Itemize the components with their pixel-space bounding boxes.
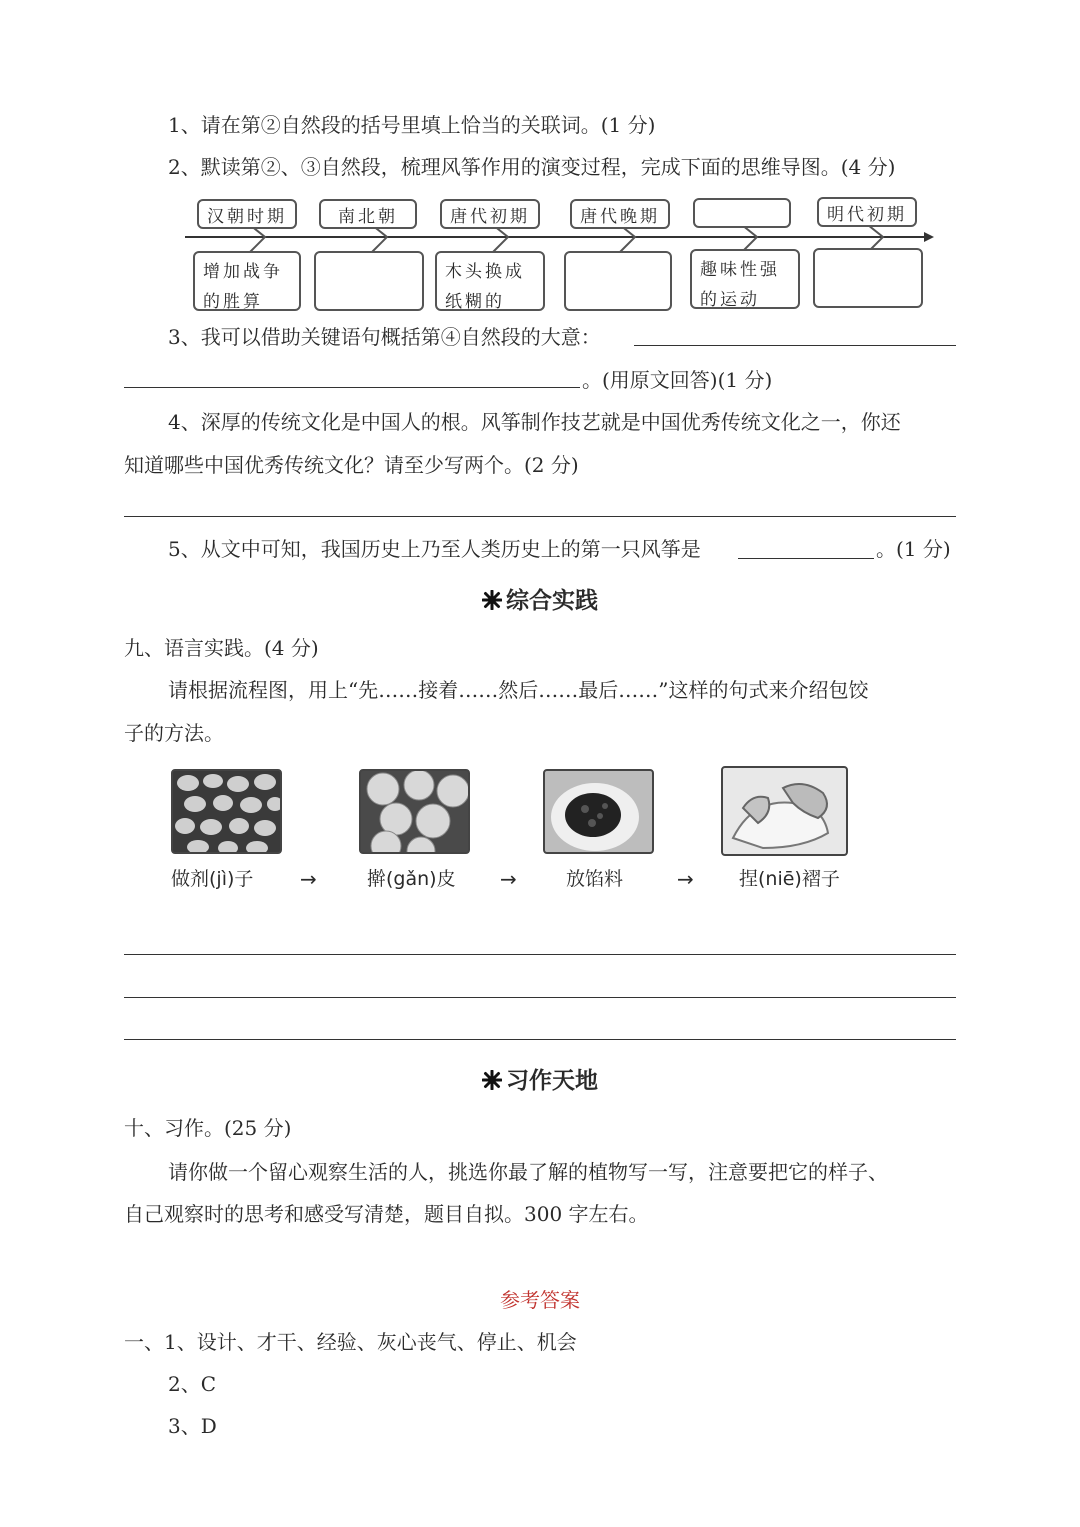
- photo-rolled-wrappers: [359, 769, 470, 854]
- era-box-5-blank[interactable]: [693, 198, 791, 228]
- question-2: 2、默读第②、③自然段，梳理风筝作用的演变过程，完成下面的思维导图。(4 分): [168, 155, 896, 179]
- era-box-3: 唐代初期: [440, 199, 540, 229]
- use-box-2-blank[interactable]: [314, 251, 424, 311]
- pinching-illustration: [723, 768, 848, 856]
- use-box-5: 趣味性强的运动: [690, 249, 800, 309]
- question-1: 1、请在第②自然段的括号里填上恰当的关联词。(1 分): [168, 113, 656, 137]
- section-heading-practice: [0, 586, 1080, 616]
- practice-answer-line-3[interactable]: [124, 1039, 956, 1040]
- step-label-2: 擀(gǎn)皮: [367, 868, 456, 890]
- answer-3: 3、D: [168, 1414, 217, 1438]
- section-heading-practice-text: 综合实践: [506, 588, 598, 614]
- filling-illustration: [545, 771, 654, 854]
- question-3-blank-line[interactable]: [634, 323, 956, 346]
- step-label-1: 做剂(jì)子: [171, 868, 254, 890]
- photo-pinching: [721, 766, 848, 856]
- answers-heading: 参考答案: [500, 1288, 580, 1312]
- arrow-right-icon: →: [500, 867, 517, 891]
- era-box-2: 南北朝: [319, 199, 417, 229]
- answer-1: 一、1、设计、才干、经验、灰心丧气、停止、机会: [124, 1330, 577, 1354]
- era-box-6: 明代初期: [817, 197, 917, 227]
- practice-answer-line-1[interactable]: [124, 954, 956, 955]
- arrow-right-icon: →: [677, 867, 694, 891]
- step-label-3: 放馅料: [566, 868, 624, 890]
- use-box-6-blank[interactable]: [813, 248, 923, 308]
- question-3-stem: 3、我可以借助关键语句概括第④自然段的大意：: [168, 325, 601, 349]
- practice-answer-line-2[interactable]: [124, 997, 956, 998]
- practice-title: 九、语言实践。(4 分): [124, 636, 319, 660]
- era-box-1: 汉朝时期: [197, 199, 297, 229]
- question-3-blank-line-2[interactable]: [124, 365, 580, 388]
- question-5-note: 。(1 分): [876, 537, 951, 561]
- section-heading-writing-text: 习作天地: [506, 1068, 598, 1094]
- star-burst-icon: [482, 1066, 502, 1096]
- practice-prompt-2: 子的方法。: [124, 721, 224, 745]
- question-4-line-1: 4、深厚的传统文化是中国人的根。风筝制作技艺就是中国优秀传统文化之一，你还: [168, 410, 901, 434]
- arrow-right-icon: →: [300, 867, 317, 891]
- section-heading-writing: [0, 1066, 1080, 1096]
- photo-filling: [543, 769, 654, 854]
- rolled-wrappers-illustration: [361, 771, 470, 854]
- answer-2: 2、C: [168, 1372, 217, 1396]
- question-5-stem: 5、从文中可知，我国历史上乃至人类历史上的第一只风筝是: [168, 537, 701, 561]
- photo-dough-pieces: [171, 769, 282, 854]
- question-5-blank-line[interactable]: [738, 536, 874, 559]
- question-3-note: 。(用原文回答)(1 分): [582, 368, 773, 392]
- question-4-line-2: 知道哪些中国优秀传统文化？请至少写两个。(2 分): [124, 453, 579, 477]
- dough-pieces-illustration: [173, 771, 282, 854]
- practice-prompt-1: 请根据流程图，用上“先……接着……然后……最后……”这样的句式来介绍包饺: [168, 678, 869, 702]
- use-box-1: 增加战争的胜算: [193, 251, 301, 311]
- star-burst-icon: [482, 586, 502, 616]
- writing-prompt-1: 请你做一个留心观察生活的人，挑选你最了解的植物写一写，注意要把它的样子、: [168, 1160, 888, 1184]
- era-box-4: 唐代晚期: [570, 199, 670, 229]
- question-4-answer-line[interactable]: [124, 516, 956, 517]
- step-label-4: 捏(niē)褶子: [739, 868, 840, 890]
- writing-prompt-2: 自己观察时的思考和感受写清楚，题目自拟。300 字左右。: [124, 1202, 649, 1226]
- use-box-4-blank[interactable]: [564, 251, 672, 311]
- use-box-3: 木头换成纸糊的: [435, 251, 545, 311]
- writing-title: 十、习作。(25 分): [124, 1116, 292, 1140]
